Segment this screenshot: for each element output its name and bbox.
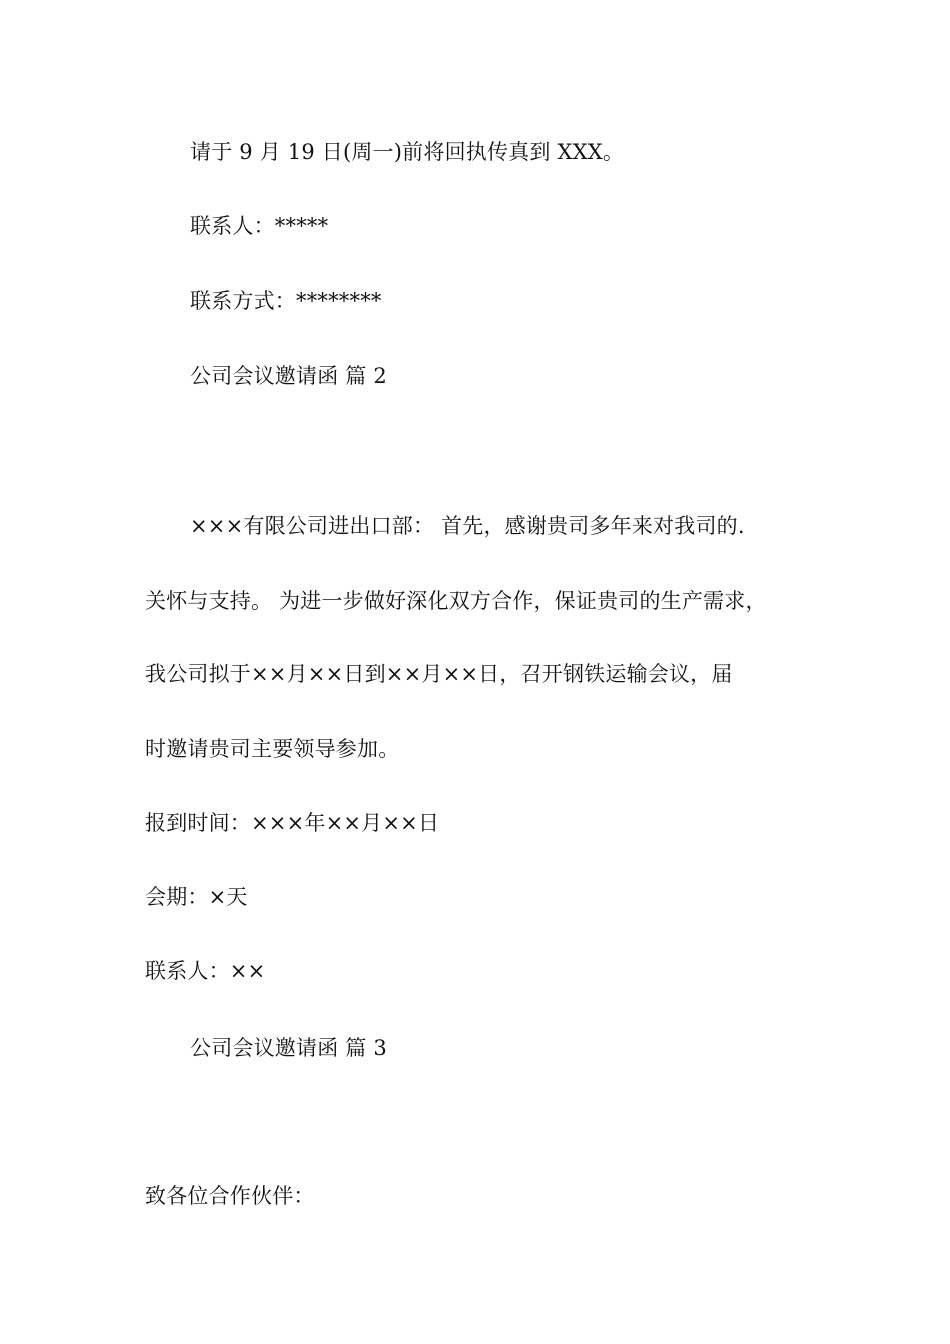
paragraph-line: 我公司拟于××月××日到××月××日，召开钢铁运输会议，届: [145, 662, 733, 686]
section-heading-3: 公司会议邀请函 篇 3: [190, 1036, 387, 1060]
paragraph-line: 时邀请贵司主要领导参加。: [145, 737, 400, 761]
contact-person-text: 联系人：××: [145, 959, 266, 983]
registration-time-text: 报到时间：×××年××月××日: [145, 811, 440, 835]
paragraph-line: 关怀与支持。 为进一步做好深化双方合作，保证贵司的生产需求，: [145, 589, 767, 613]
reply-deadline-text: 请于 9 月 19 日(周一)前将回执传真到 XXX。: [190, 140, 625, 164]
contact-person-text: 联系人：*****: [190, 214, 329, 238]
salutation-text: 致各位合作伙伴：: [145, 1184, 315, 1208]
contact-method-text: 联系方式：********: [190, 289, 382, 313]
meeting-duration-text: 会期：×天: [145, 885, 248, 909]
section-heading-2: 公司会议邀请函 篇 2: [190, 364, 387, 388]
paragraph-line: ×××有限公司进出口部： 首先，感谢贵司多年来对我司的.: [190, 514, 745, 538]
